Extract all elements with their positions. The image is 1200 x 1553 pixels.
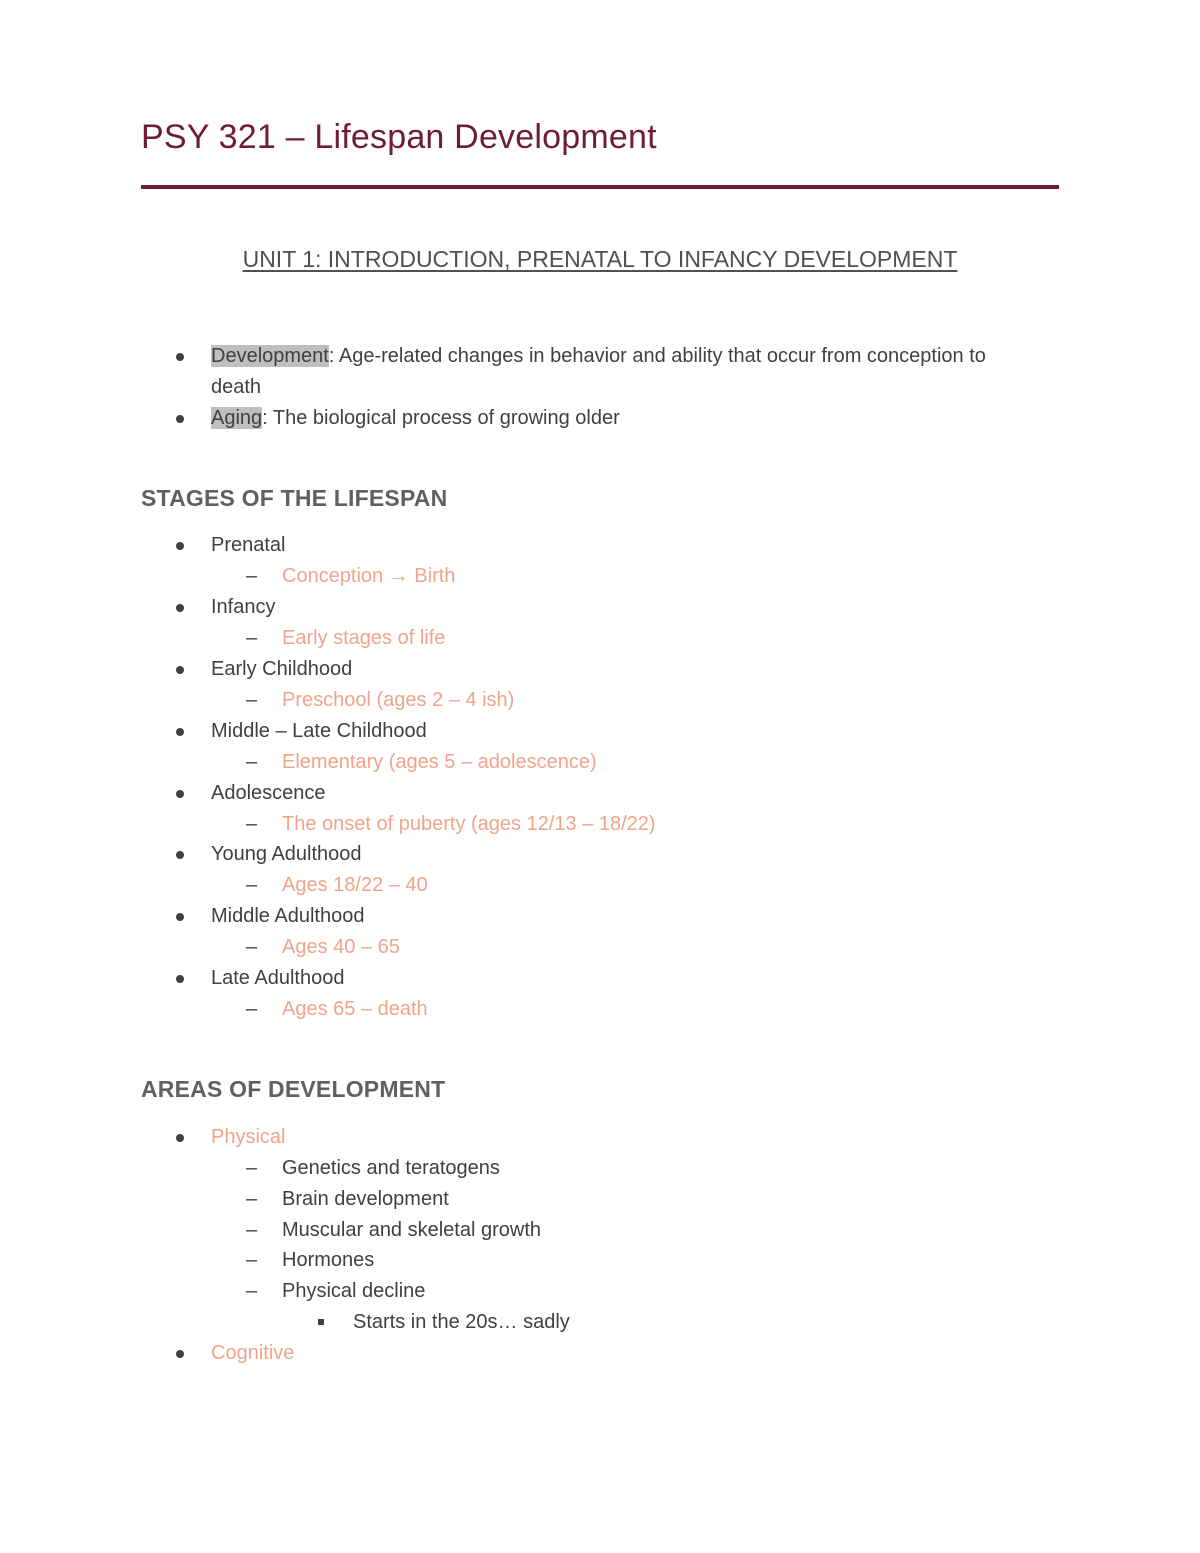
bullet-dot — [176, 975, 184, 983]
square-bullet — [318, 1319, 324, 1325]
area-subsubitem: Starts in the 20s… sadly — [353, 1311, 570, 1333]
dash-marker: – — [246, 751, 258, 773]
dash-marker: – — [246, 998, 258, 1020]
area-subitem: Brain development — [282, 1188, 449, 1210]
dash-marker: – — [246, 1157, 258, 1179]
dash-marker: – — [246, 1188, 258, 1210]
bullet-dot — [176, 353, 184, 361]
area-label-physical: Physical — [211, 1126, 286, 1148]
dash-marker: – — [246, 874, 258, 896]
definition-aging — [211, 403, 620, 434]
stage-label: Infancy — [211, 596, 276, 618]
stage-label: Middle – Late Childhood — [211, 720, 427, 742]
stage-label: Middle Adulthood — [211, 905, 365, 927]
area-subitem: Hormones — [282, 1249, 375, 1271]
dash-marker: – — [246, 936, 258, 958]
bullet-dot — [176, 728, 184, 736]
stages-heading: STAGES OF THE LIFESPAN — [141, 485, 448, 511]
stage-detail: The onset of puberty (ages 12/13 – 18/22) — [282, 813, 656, 835]
area-subitem: Physical decline — [282, 1280, 426, 1302]
definition-development — [211, 341, 986, 372]
dash-marker: – — [246, 1249, 258, 1271]
stage-label: Prenatal — [211, 534, 286, 556]
bullet-dot — [176, 913, 184, 921]
stage-detail: Ages 65 – death — [282, 998, 428, 1020]
area-label-cognitive: Cognitive — [211, 1342, 295, 1364]
dash-marker: – — [246, 565, 258, 587]
bullet-dot — [176, 604, 184, 612]
right-arrow-icon: → — [388, 565, 409, 587]
dash-marker: – — [246, 689, 258, 711]
bullet-dot — [176, 851, 184, 859]
bullet-dot — [176, 1134, 184, 1142]
bullet-dot — [176, 666, 184, 674]
dash-marker: – — [246, 1280, 258, 1302]
stage-detail-start: Conception — [282, 565, 384, 587]
stage-detail: Preschool (ages 2 – 4 ish) — [282, 689, 515, 711]
title-underline-rule — [141, 185, 1059, 189]
bullet-dot — [176, 1350, 184, 1358]
definition-continuation: death — [211, 376, 262, 398]
areas-heading: AREAS OF DEVELOPMENT — [141, 1076, 446, 1102]
dash-marker: – — [246, 1219, 258, 1241]
stage-detail: Elementary (ages 5 – adolescence) — [282, 751, 597, 773]
area-subitem: Genetics and teratogens — [282, 1157, 500, 1179]
stage-label: Early Childhood — [211, 658, 353, 680]
stage-label: Late Adulthood — [211, 967, 345, 989]
bullet-dot — [176, 542, 184, 550]
stage-label: Young Adulthood — [211, 843, 362, 865]
stage-detail: Ages 40 – 65 — [282, 936, 400, 958]
definition-term: Aging — [211, 407, 263, 429]
dash-marker: – — [246, 813, 258, 835]
unit-heading: UNIT 1: INTRODUCTION, PRENATAL TO INFANCY DEVELOPMENT — [242, 246, 958, 272]
stage-detail: Ages 18/22 – 40 — [282, 874, 428, 896]
dash-marker: – — [246, 627, 258, 649]
definition-text: : The biological process of growing older — [262, 407, 620, 429]
bullet-dot — [176, 415, 184, 423]
definition-term: Development — [211, 345, 329, 367]
area-subitem: Muscular and skeletal growth — [282, 1219, 542, 1241]
definition-text: : Age-related changes in behavior and ability that occur from conception to — [328, 345, 986, 367]
document-title: PSY 321 – Lifespan Development — [141, 118, 657, 156]
stage-detail-end: Birth — [408, 565, 456, 587]
bullet-dot — [176, 790, 184, 798]
stage-detail — [282, 561, 455, 592]
stage-label: Adolescence — [211, 782, 326, 804]
stage-detail: Early stages of life — [282, 627, 446, 649]
